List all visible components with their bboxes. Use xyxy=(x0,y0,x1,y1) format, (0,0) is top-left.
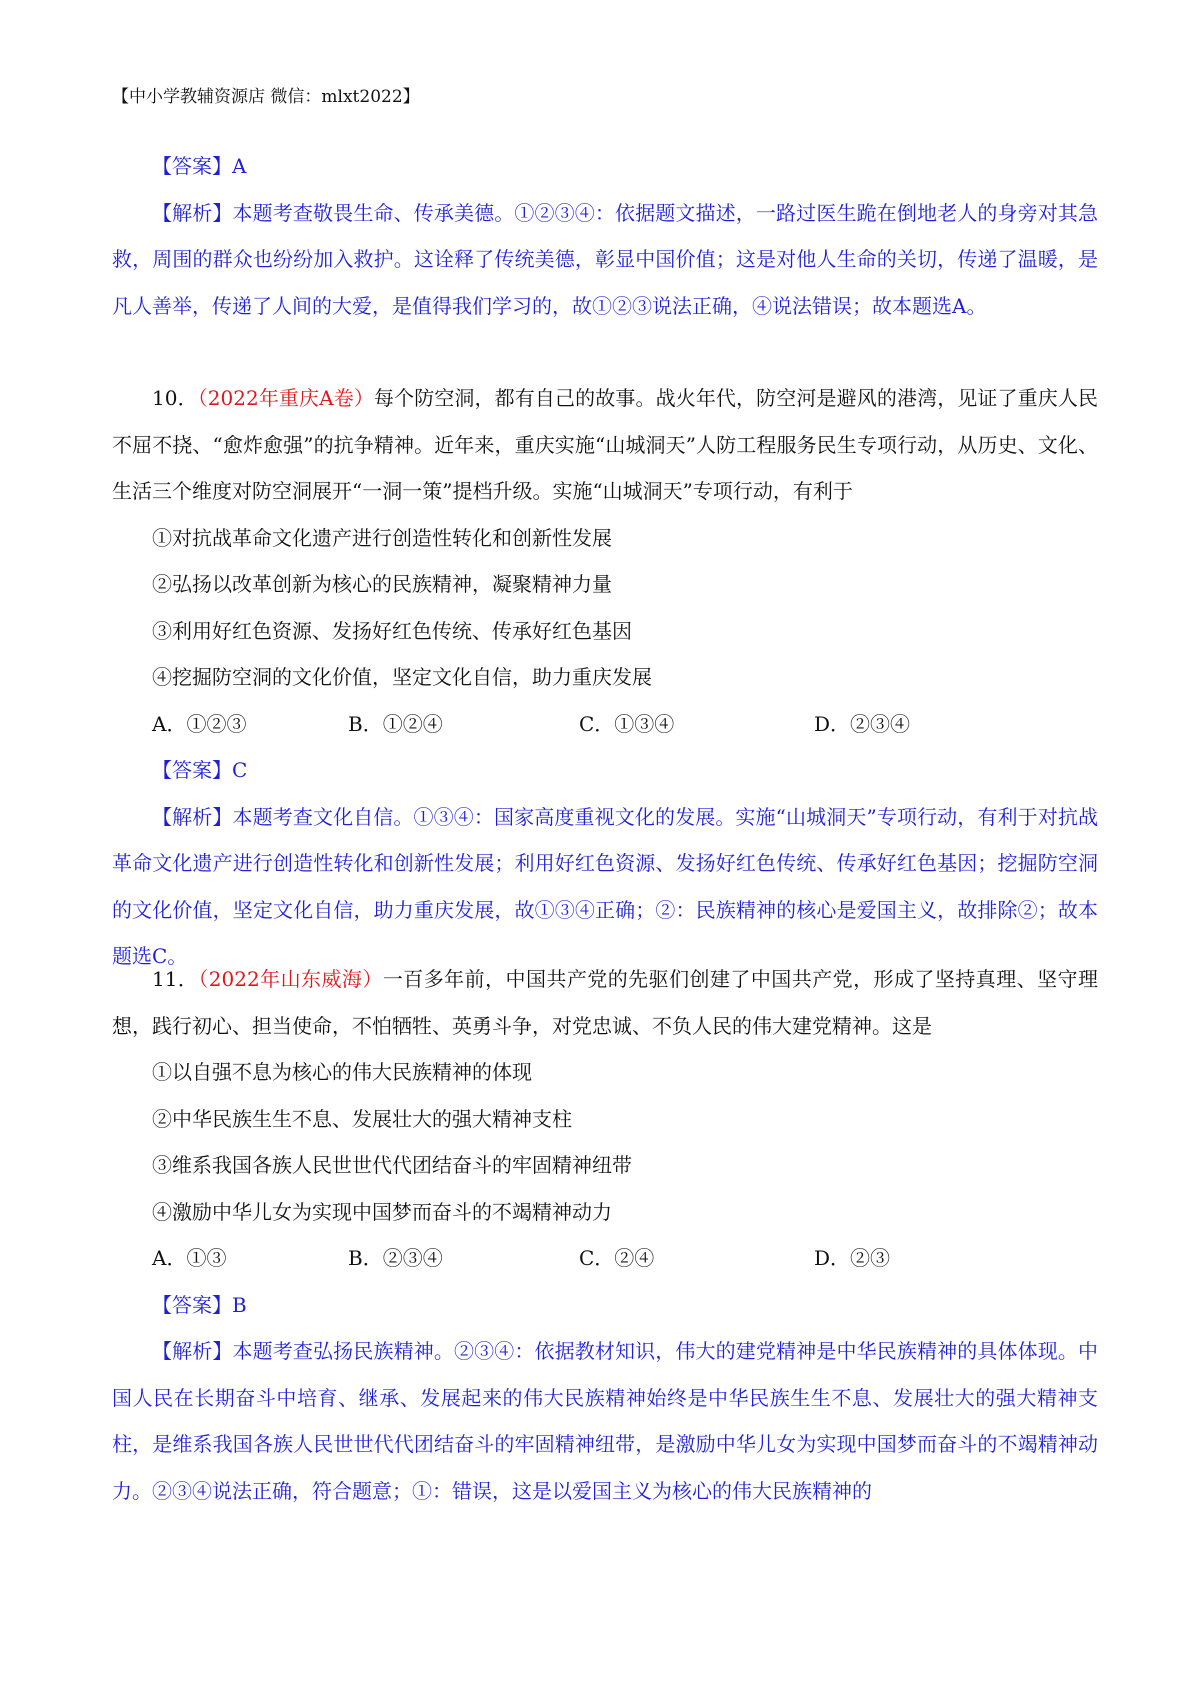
q11-option-1: ①以自强不息为核心的伟大民族精神的体现 xyxy=(152,1060,532,1084)
q10-stem-text: 每个防空洞，都有自己的故事。战火年代，防空河是避风的港湾，见证了重庆人民不屈不挠、“愈炸愈强”的抗争精神。近年来，重庆实施“山城洞天”人防工程服务民生专项行动，从历史、文化、生活三个维度对防空洞展开“一洞一策”提档升级。实施“山城洞天”专项行动，有利于 xyxy=(112,386,1099,503)
q11-choice-c: C．②④ xyxy=(579,1246,655,1270)
q10-stem xyxy=(112,375,1098,515)
analysis-text: 本题考查敬畏生命、传承美德。①②③④：依据题文描述，一路过医生跪在倒地老人的身旁对其急救，周围的群众也纷纷加入救护。这诠释了传统美德，彰显中国价值；这是对他人生命的关切，传递了温暖，是凡人善举，传递了人间的大爱，是值得我们学习的，故①②③说法正确，④说法错误；故本题选A。 xyxy=(112,200,1099,318)
q11-choice-a: A．①③ xyxy=(152,1246,227,1270)
analysis-label: 【解析】 xyxy=(152,1339,233,1363)
q11-analysis xyxy=(112,1328,1098,1514)
q10-option-1: ①对抗战革命文化遗产进行创造性转化和创新性发展 xyxy=(152,525,612,550)
q9-answer: 【答案】A xyxy=(152,154,247,178)
analysis-text: 本题考查弘扬民族精神。②③④：依据教材知识，伟大的建党精神是中华民族精神的具体体现。中国人民在长期奋斗中培育、继承、发展起来的伟大民族精神始终是中华民族生生不息、发展壮大的强大精神支柱，是维系我国各族人民世世代代团结奋斗的牢固精神纽带，是激励中华儿女为实现中国梦而奋斗的不竭精神动力。②③④说法正确，符合题意；①：错误，这是以爱国主义为核心的伟大民族精神的 xyxy=(112,1339,1099,1503)
question-11 xyxy=(112,956,1098,1514)
q11-number: 11． xyxy=(152,967,199,991)
q9-tail xyxy=(112,143,1098,329)
analysis-text: 本题考查文化自信。①③④：国家高度重视文化的发展。实施“山城洞天”专项行动，有利于对抗战革命文化遗产进行创造性转化和创新性发展；利用好红色资源、发扬好红色传统、传承好红色基因；挖掘防空洞的文化价值，坚定文化自信，助力重庆发展，故①③④正确；②：民族精神的核心是爱国主义，故排除②；故本题选C。 xyxy=(112,804,1099,968)
q11-stem xyxy=(112,956,1098,1049)
q11-option-2: ②中华民族生生不息、发展壮大的强大精神支柱 xyxy=(152,1106,572,1131)
q10-choice-d: D．②③④ xyxy=(814,711,911,736)
q10-choices xyxy=(112,701,1098,748)
q10-source: （2022年重庆A卷） xyxy=(197,386,374,410)
q10-option-3: ③利用好红色资源、发扬好红色传统、传承好红色基因 xyxy=(152,618,632,643)
page-header: 【中小学教辅资源店 微信：mlxt2022】 xyxy=(112,87,420,107)
q11-answer: 【答案】B xyxy=(152,1292,247,1317)
q10-choice-c: C．①③④ xyxy=(579,711,675,736)
q10-answer: 【答案】C xyxy=(152,758,248,782)
question-10 xyxy=(112,375,1098,980)
q11-option-4: ④激励中华儿女为实现中国梦而奋斗的不竭精神动力 xyxy=(152,1199,612,1224)
q10-analysis xyxy=(112,794,1098,980)
q9-analysis xyxy=(112,190,1098,330)
q10-choice-b: B．①②④ xyxy=(348,711,443,736)
q11-stem-text: 一百多年前，中国共产党的先驱们创建了中国共产党，形成了坚持真理、坚守理想，践行初心、担当使命，不怕牺牲、英勇斗争，对党忠诚、不负人民的伟大建党精神。这是 xyxy=(112,967,1099,1038)
q10-number: 10． xyxy=(152,386,198,410)
analysis-label: 【解析】 xyxy=(152,200,233,225)
q11-choices xyxy=(112,1235,1098,1282)
analysis-label: 【解析】 xyxy=(152,804,233,829)
q11-source: （2022年山东威海） xyxy=(198,967,383,991)
q11-choice-b: B．②③④ xyxy=(348,1246,443,1270)
q10-option-4: ④挖掘防空洞的文化价值，坚定文化自信，助力重庆发展 xyxy=(152,665,652,689)
q11-option-3: ③维系我国各族人民世世代代团结奋斗的牢固精神纽带 xyxy=(152,1153,632,1177)
q10-option-2: ②弘扬以改革创新为核心的民族精神，凝聚精神力量 xyxy=(152,572,612,596)
q11-choice-d: D．②③ xyxy=(814,1246,891,1270)
q10-choice-a: A．①②③ xyxy=(152,711,247,736)
